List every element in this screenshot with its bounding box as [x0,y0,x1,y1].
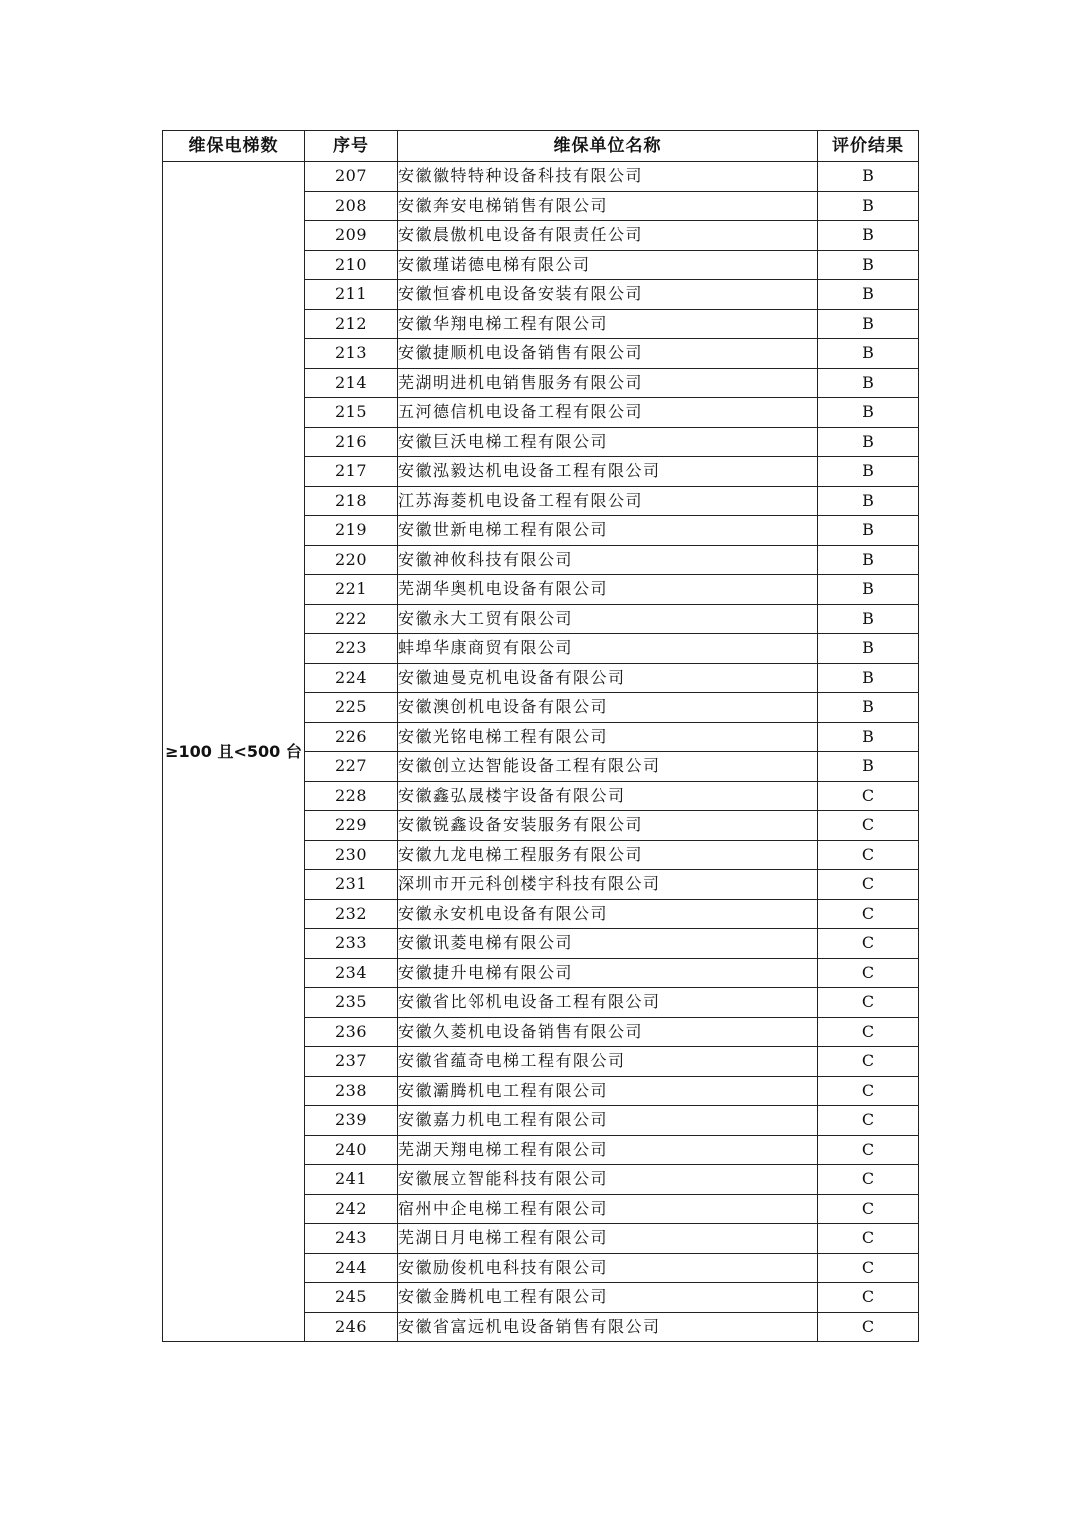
unit-name-cell: 安徽泓毅达机电设备工程有限公司 [398,457,818,487]
seq-cell: 231 [305,870,398,900]
result-cell: B [818,221,919,251]
seq-cell: 213 [305,339,398,369]
unit-name-cell: 安徽恒睿机电设备安装有限公司 [398,280,818,310]
result-cell: B [818,634,919,664]
result-cell: C [818,958,919,988]
seq-cell: 216 [305,427,398,457]
seq-cell: 211 [305,280,398,310]
unit-name-cell: 安徽捷顺机电设备销售有限公司 [398,339,818,369]
seq-cell: 239 [305,1106,398,1136]
unit-name-cell: 安徽永大工贸有限公司 [398,604,818,634]
result-cell: B [818,162,919,192]
seq-cell: 229 [305,811,398,841]
unit-name-cell: 安徽巨沃电梯工程有限公司 [398,427,818,457]
header-seq: 序号 [305,131,398,162]
result-cell: B [818,604,919,634]
header-elevator-count: 维保电梯数 [163,131,305,162]
result-cell: B [818,486,919,516]
result-cell: C [818,1253,919,1283]
seq-cell: 232 [305,899,398,929]
result-cell: C [818,781,919,811]
result-cell: C [818,1312,919,1342]
seq-cell: 244 [305,1253,398,1283]
unit-name-cell: 安徽奔安电梯销售有限公司 [398,191,818,221]
seq-cell: 227 [305,752,398,782]
seq-cell: 222 [305,604,398,634]
unit-name-cell: 江苏海菱机电设备工程有限公司 [398,486,818,516]
result-cell: C [818,1076,919,1106]
unit-name-cell: 安徽永安机电设备有限公司 [398,899,818,929]
seq-cell: 238 [305,1076,398,1106]
unit-name-cell: 安徽徽特特种设备科技有限公司 [398,162,818,192]
header-result: 评价结果 [818,131,919,162]
result-cell: C [818,811,919,841]
unit-name-cell: 芜湖华奥机电设备有限公司 [398,575,818,605]
unit-name-cell: 安徽华翔电梯工程有限公司 [398,309,818,339]
result-cell: C [818,1106,919,1136]
seq-cell: 225 [305,693,398,723]
result-cell: C [818,1165,919,1195]
unit-name-cell: 安徽晨傲机电设备有限责任公司 [398,221,818,251]
result-cell: B [818,722,919,752]
unit-name-cell: 五河德信机电设备工程有限公司 [398,398,818,428]
seq-cell: 235 [305,988,398,1018]
seq-cell: 219 [305,516,398,546]
result-cell: C [818,870,919,900]
unit-name-cell: 芜湖天翔电梯工程有限公司 [398,1135,818,1165]
seq-cell: 243 [305,1224,398,1254]
seq-cell: 218 [305,486,398,516]
unit-name-cell: 宿州中企电梯工程有限公司 [398,1194,818,1224]
seq-cell: 236 [305,1017,398,1047]
unit-name-cell: 安徽省蕴奇电梯工程有限公司 [398,1047,818,1077]
unit-name-cell: 安徽嘉力机电工程有限公司 [398,1106,818,1136]
result-cell: B [818,427,919,457]
seq-cell: 210 [305,250,398,280]
unit-name-cell: 安徽金腾机电工程有限公司 [398,1283,818,1313]
result-cell: B [818,663,919,693]
result-cell: C [818,929,919,959]
unit-name-cell: 安徽锐鑫设备安装服务有限公司 [398,811,818,841]
unit-name-cell: 安徽展立智能科技有限公司 [398,1165,818,1195]
seq-cell: 217 [305,457,398,487]
result-cell: B [818,693,919,723]
result-cell: B [818,398,919,428]
unit-name-cell: 芜湖日月电梯工程有限公司 [398,1224,818,1254]
seq-cell: 209 [305,221,398,251]
seq-cell: 215 [305,398,398,428]
seq-cell: 230 [305,840,398,870]
unit-name-cell: 深圳市开元科创楼宇科技有限公司 [398,870,818,900]
seq-cell: 208 [305,191,398,221]
unit-name-cell: 安徽省比邻机电设备工程有限公司 [398,988,818,1018]
header-unit-name: 维保单位名称 [398,131,818,162]
seq-cell: 212 [305,309,398,339]
unit-name-cell: 安徽世新电梯工程有限公司 [398,516,818,546]
result-cell: B [818,309,919,339]
seq-cell: 221 [305,575,398,605]
result-cell: B [818,368,919,398]
result-cell: B [818,575,919,605]
result-cell: C [818,899,919,929]
seq-cell: 226 [305,722,398,752]
seq-cell: 233 [305,929,398,959]
seq-cell: 245 [305,1283,398,1313]
unit-name-cell: 安徽捷升电梯有限公司 [398,958,818,988]
table-row [163,162,919,192]
result-cell: B [818,516,919,546]
seq-cell: 228 [305,781,398,811]
result-cell: B [818,191,919,221]
unit-name-cell: 安徽创立达智能设备工程有限公司 [398,752,818,782]
seq-cell: 223 [305,634,398,664]
unit-name-cell: 安徽神攸科技有限公司 [398,545,818,575]
unit-name-cell: 安徽光铭电梯工程有限公司 [398,722,818,752]
unit-name-cell: 安徽瑾诺德电梯有限公司 [398,250,818,280]
result-cell: C [818,988,919,1018]
unit-name-cell: 安徽省富远机电设备销售有限公司 [398,1312,818,1342]
result-cell: C [818,1283,919,1313]
unit-name-cell: 安徽灞腾机电工程有限公司 [398,1076,818,1106]
result-cell: C [818,1047,919,1077]
table-header-row [163,131,919,162]
seq-cell: 224 [305,663,398,693]
result-cell: C [818,1194,919,1224]
seq-cell: 240 [305,1135,398,1165]
unit-name-cell: 安徽鑫弘晟楼宇设备有限公司 [398,781,818,811]
unit-name-cell: 安徽澳创机电设备有限公司 [398,693,818,723]
result-cell: B [818,280,919,310]
seq-cell: 246 [305,1312,398,1342]
result-cell: B [818,250,919,280]
unit-name-cell: 安徽九龙电梯工程服务有限公司 [398,840,818,870]
seq-cell: 234 [305,958,398,988]
seq-cell: 214 [305,368,398,398]
seq-cell: 220 [305,545,398,575]
result-cell: C [818,1135,919,1165]
unit-name-cell: 安徽励俊机电科技有限公司 [398,1253,818,1283]
result-cell: B [818,457,919,487]
seq-cell: 237 [305,1047,398,1077]
unit-name-cell: 芜湖明进机电销售服务有限公司 [398,368,818,398]
seq-cell: 242 [305,1194,398,1224]
result-cell: B [818,752,919,782]
result-cell: C [818,1017,919,1047]
result-cell: B [818,545,919,575]
unit-name-cell: 安徽迪曼克机电设备有限公司 [398,663,818,693]
seq-cell: 207 [305,162,398,192]
unit-name-cell: 安徽讯菱电梯有限公司 [398,929,818,959]
maintenance-evaluation-table [162,130,919,1342]
result-cell: C [818,840,919,870]
unit-name-cell: 安徽久菱机电设备销售有限公司 [398,1017,818,1047]
elevator-count-group: ≥100 且<500 台 [163,162,305,1342]
seq-cell: 241 [305,1165,398,1195]
unit-name-cell: 蚌埠华康商贸有限公司 [398,634,818,664]
result-cell: C [818,1224,919,1254]
table-body [163,162,919,1342]
result-cell: B [818,339,919,369]
